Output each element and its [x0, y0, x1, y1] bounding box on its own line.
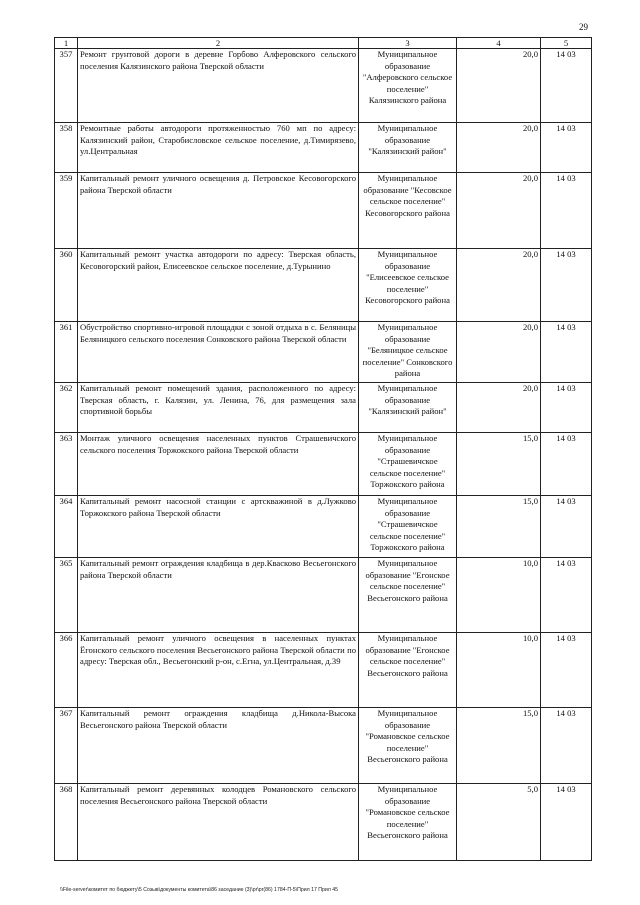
row-description: Ремонтные работы автодороги протяженностью 760 мп по адресу: Калязинский район, Старобисловское сельское поселение, д.Тимирязево, ул.Центральная: [78, 123, 359, 173]
row-description: Капитальный ремонт ограждения кладбища д.Никола-Высока Весьегонского района Тверской области: [78, 708, 359, 784]
row-description: Ремонт грунтовой дороги в деревне Горбово Алферовского сельского поселения Калязинского района Тверской области: [78, 49, 359, 123]
row-description: Монтаж уличного освещения населенных пунктов Страшевичского сельского поселения Торжокского района Тверской области: [78, 433, 359, 496]
row-amount: 5,0: [457, 784, 541, 861]
header-col-1: 1: [55, 38, 78, 49]
header-col-3: 3: [359, 38, 457, 49]
row-code: 14 03: [541, 249, 592, 322]
row-code: 14 03: [541, 123, 592, 173]
row-amount: 10,0: [457, 633, 541, 708]
row-recipient: Муниципальное образование "Калязинский район": [359, 383, 457, 433]
row-amount: 20,0: [457, 123, 541, 173]
row-number: 358: [55, 123, 78, 173]
row-number: 360: [55, 249, 78, 322]
row-recipient: Муниципальное образование "Романовское сельское поселение" Весьегонского района: [359, 784, 457, 861]
table-row: [55, 123, 592, 173]
row-amount: 20,0: [457, 322, 541, 383]
row-number: 363: [55, 433, 78, 496]
row-code: 14 03: [541, 322, 592, 383]
row-amount: 15,0: [457, 708, 541, 784]
page-number: 29: [579, 22, 588, 32]
appropriations-table: [54, 37, 592, 861]
row-description: Капитальный ремонт уличного освещения в населенных пунктах Ёгонского сельского поселения Весьегонского района Тверской области по адресу: Тверская обл., Весьегонский р-он, с.Егна, ул.Центральная, д.39: [78, 633, 359, 708]
row-recipient: Муниципальное образование "Романовское сельское поселение" Весьегонского района: [359, 708, 457, 784]
header-col-4: 4: [457, 38, 541, 49]
table-row: [55, 49, 592, 123]
table-row: [55, 633, 592, 708]
row-code: 14 03: [541, 558, 592, 633]
row-description: Капитальный ремонт помещений здания, расположенного по адресу: Тверская область, г. Калязин, ул. Ленина, 76, для размещения зала спортивной борьбы: [78, 383, 359, 433]
row-recipient: Муниципальное образование "Кесовское сельское поселение" Кесовогорского района: [359, 173, 457, 249]
table-row: [55, 249, 592, 322]
row-recipient: Муниципальное образование "Калязинский район": [359, 123, 457, 173]
row-amount: 20,0: [457, 383, 541, 433]
row-number: 367: [55, 708, 78, 784]
row-number: 359: [55, 173, 78, 249]
row-code: 14 03: [541, 173, 592, 249]
row-number: 365: [55, 558, 78, 633]
row-code: 14 03: [541, 433, 592, 496]
row-number: 357: [55, 49, 78, 123]
row-number: 362: [55, 383, 78, 433]
row-description: Капитальный ремонт насосной станции с артскважиной в д.Лужково Торжокского района Тверской области: [78, 496, 359, 558]
row-number: 368: [55, 784, 78, 861]
row-code: 14 03: [541, 496, 592, 558]
row-recipient: Муниципальное образование "Беляницкое сельское поселение" Сонковского района: [359, 322, 457, 383]
row-code: 14 03: [541, 633, 592, 708]
row-description: Обустройство спортивно-игровой площадки с зоной отдыха в с. Беляницы Беляницкого сельского поселения Сонковского района Тверской области: [78, 322, 359, 383]
row-code: 14 03: [541, 383, 592, 433]
row-description: Капитальный ремонт уличного освещения д. Петровское Кесовогорского района Тверской области: [78, 173, 359, 249]
row-amount: 20,0: [457, 173, 541, 249]
row-amount: 20,0: [457, 49, 541, 123]
row-amount: 15,0: [457, 433, 541, 496]
row-amount: 20,0: [457, 249, 541, 322]
header-col-2: 2: [78, 38, 359, 49]
row-description: Капитальный ремонт ограждения кладбища в дер.Квасково Весьегонского района Тверской области: [78, 558, 359, 633]
row-recipient: Муниципальное образование "Егонское сельское поселение" Весьегонского района: [359, 558, 457, 633]
table-row: [55, 558, 592, 633]
table-row: [55, 433, 592, 496]
table-row: [55, 784, 592, 861]
row-amount: 15,0: [457, 496, 541, 558]
row-number: 361: [55, 322, 78, 383]
row-recipient: Муниципальное образование "Страшевичское сельское поселение" Торжокского района: [359, 433, 457, 496]
row-amount: 10,0: [457, 558, 541, 633]
row-description: Капитальный ремонт деревянных колодцев Романовского сельского поселения Весьегонского района Тверской области: [78, 784, 359, 861]
table-row: [55, 708, 592, 784]
table-row: [55, 383, 592, 433]
row-recipient: Муниципальное образование "Егонское сельское поселение" Весьегонского района: [359, 633, 457, 708]
row-description: Капитальный ремонт участка автодороги по адресу: Тверская область, Кесовогорский район, Елисеевское сельское поселение, д.Турынино: [78, 249, 359, 322]
row-code: 14 03: [541, 708, 592, 784]
table-row: [55, 173, 592, 249]
row-number: 366: [55, 633, 78, 708]
row-code: 14 03: [541, 49, 592, 123]
row-recipient: Муниципальное образование "Алферовского сельское поселение" Калязинского района: [359, 49, 457, 123]
row-recipient: Муниципальное образование "Страшевичское сельское поселение" Торжокского района: [359, 496, 457, 558]
table-row: [55, 322, 592, 383]
row-recipient: Муниципальное образование "Елисеевское сельское поселение" Кесовогорского района: [359, 249, 457, 322]
row-number: 364: [55, 496, 78, 558]
footer-file-path: \\File-server\комитет по бюджету\5 Созыв\документы комитета\86 заседание (3)\pr\pr(86) 1784-П-5\Прил 17 Прил 45: [60, 887, 339, 893]
table-row: [55, 496, 592, 558]
header-row: [55, 38, 592, 49]
header-col-5: 5: [541, 38, 592, 49]
row-code: 14 03: [541, 784, 592, 861]
